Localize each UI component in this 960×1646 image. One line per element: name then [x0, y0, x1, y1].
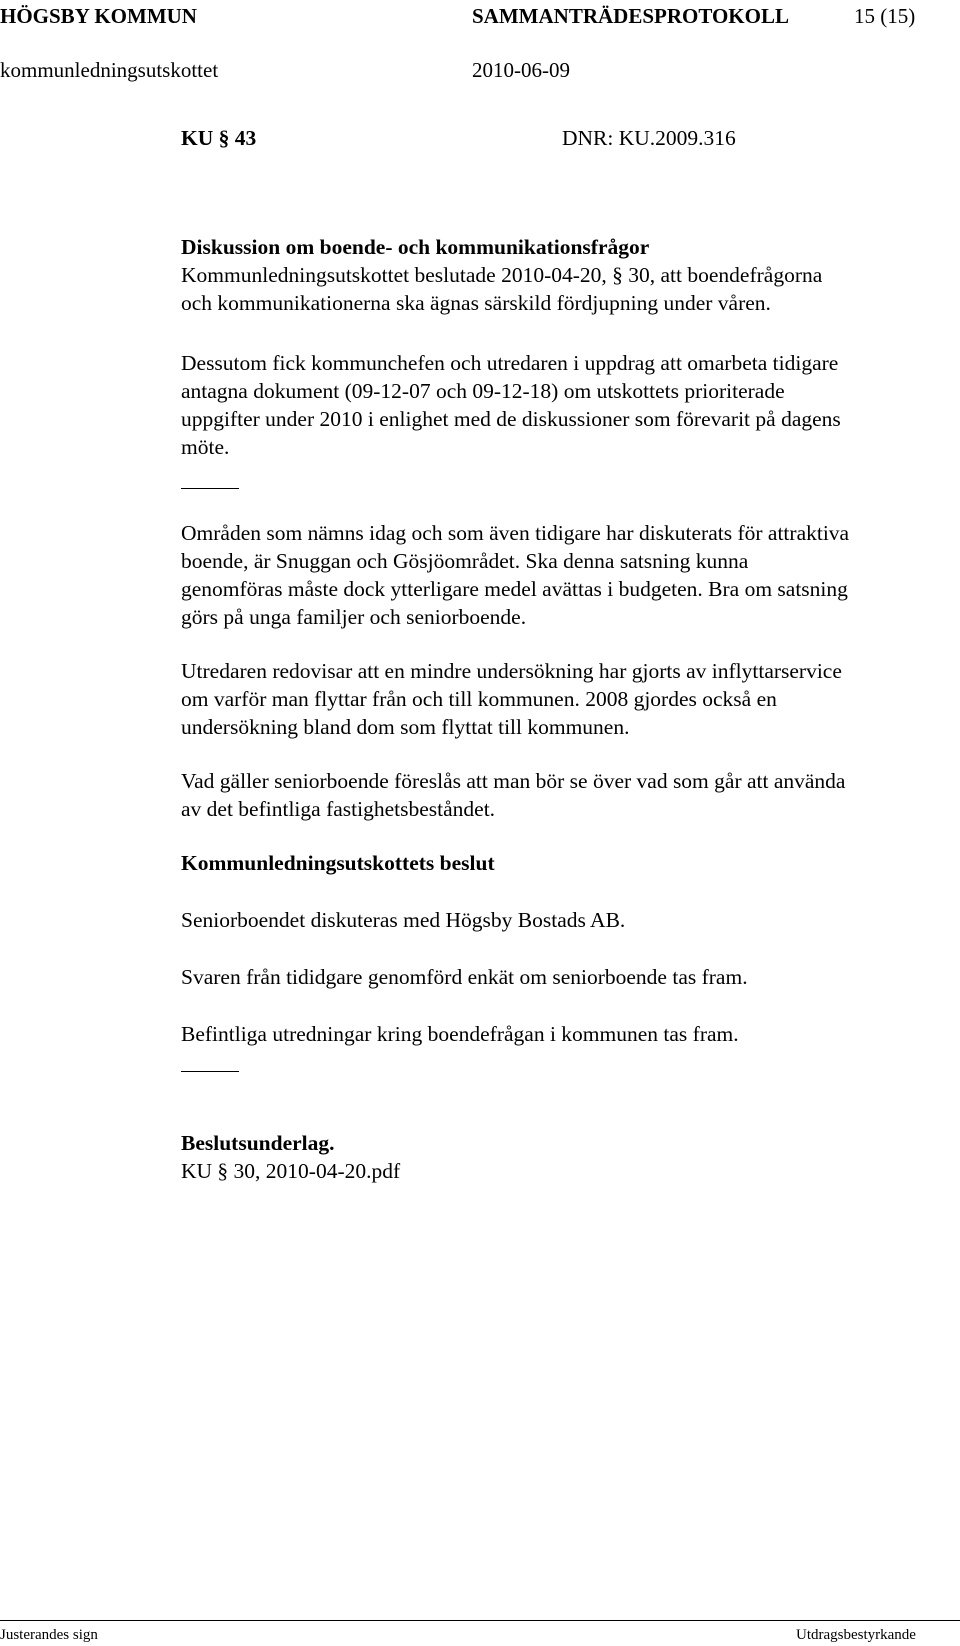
text-line: Vad gäller seniorboende föreslås att man bör se över vad som går att använda	[181, 769, 846, 793]
text-line: görs på unga familjer och seniorboende.	[181, 605, 527, 629]
text-line: om varför man flyttar från och till kommunen. 2008 gjordes också en	[181, 687, 777, 711]
text-line: uppgifter under 2010 i enlighet med de diskussioner som förevarit på dagens	[181, 407, 841, 431]
footer-rule	[0, 1620, 960, 1621]
footer-extract-certification: Utdragsbestyrkande	[796, 1627, 916, 1643]
decision-item: Befintliga utredningar kring boendefrågan i kommunen tas fram.	[181, 1022, 739, 1046]
decision-heading: Kommunledningsutskottets beslut	[181, 851, 495, 875]
text-line: boende, är Snuggan och Gösjöområdet. Ska denna satsning kunna	[181, 549, 749, 573]
text-line: och kommunikationerna ska ägnas särskild fördjupning under våren.	[181, 291, 771, 315]
section-heading: Diskussion om boende- och kommunikationsfrågor	[181, 235, 650, 259]
doc-type: SAMMANTRÄDESPROTOKOLL	[472, 4, 789, 28]
org-name: HÖGSBY KOMMUN	[0, 4, 197, 28]
decision-item: Svaren från tididgare genomförd enkät om seniorboende tas fram.	[181, 965, 748, 989]
text-line: undersökning bland dom som flyttat till kommunen.	[181, 715, 630, 739]
text-line: Kommunledningsutskottet beslutade 2010-04-20, § 30, att boendefrågorna	[181, 263, 823, 287]
text-line: Områden som nämns idag och som även tidigare har diskuterats för attraktiva	[181, 521, 850, 545]
section-discussion	[181, 233, 951, 317]
text-line: möte.	[181, 435, 230, 459]
text-line: av det befintliga fastighetsbeståndet.	[181, 797, 496, 821]
basis-attachment: KU § 30, 2010-04-20.pdf	[181, 1159, 401, 1183]
basis-heading: Beslutsunderlag.	[181, 1131, 335, 1155]
separator-rule	[181, 1071, 239, 1072]
paragraph-assignment	[181, 349, 951, 461]
meeting-date: 2010-06-09	[472, 58, 570, 82]
paragraph-senior-housing	[181, 767, 951, 823]
text-line: antagna dokument (09-12-07 och 09-12-18) om utskottets prioriterade	[181, 379, 785, 403]
committee-name: kommunledningsutskottet	[0, 58, 219, 82]
footer-justification-sign: Justerandes sign	[0, 1627, 98, 1643]
page-number: 15 (15)	[854, 4, 916, 28]
case-dnr: DNR: KU.2009.316	[562, 126, 736, 150]
text-line: Utredaren redovisar att en mindre undersökning har gjorts av inflyttarservice	[181, 659, 842, 683]
paragraph-survey	[181, 657, 951, 741]
decision-item: Seniorboendet diskuteras med Högsby Bostads AB.	[181, 908, 626, 932]
separator-rule	[181, 488, 239, 489]
case-number: KU § 43	[181, 126, 257, 150]
text-line: Dessutom fick kommunchefen och utredaren i uppdrag att omarbeta tidigare	[181, 351, 839, 375]
text-line: genomföras måste dock ytterligare medel avättas i budgeten. Bra om satsning	[181, 577, 848, 601]
paragraph-areas	[181, 519, 951, 631]
